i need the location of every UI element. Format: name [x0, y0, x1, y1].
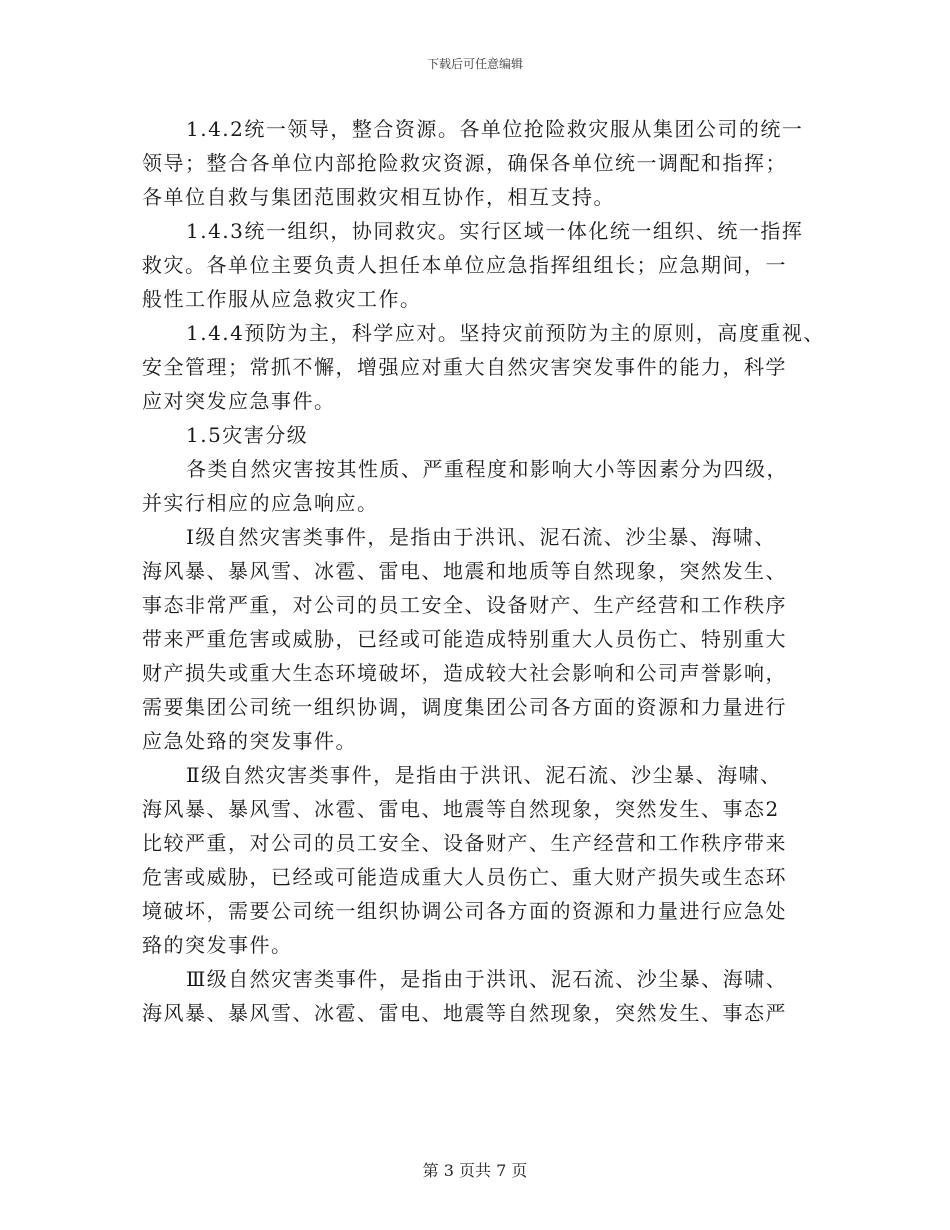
text-line: 并实行相应的应急响应。 — [142, 491, 379, 515]
text-line: 各单位自救与集团范围救灾相互协作，相互支持。 — [142, 185, 615, 209]
text-line: 1.4.3统一组织，协同救灾。实行区域一体化统一组织、统一指挥 — [186, 219, 804, 243]
text-line: 般性工作服从应急救灾工作。 — [142, 287, 422, 311]
text-line: Ⅱ级自然灾害类事件，是指由于洪讯、泥石流、沙尘暴、海啸、 — [186, 763, 782, 787]
text-line: 救灾。各单位主要负责人担任本单位应急指挥组组长；应急期间，一 — [142, 253, 787, 277]
text-line: 1.5灾害分级 — [186, 423, 309, 447]
text-line: 比较严重，对公司的员工安全、设备财产、生产经营和工作秩序带来 — [142, 831, 787, 855]
text-line: 海风暴、暴风雪、冰雹、雷电、地震和地质等自然现象，突然发生、 — [142, 559, 787, 583]
page-footer: 第 3 页共 7 页 — [422, 1161, 528, 1180]
document-body — [142, 112, 825, 1030]
text-line: 1.4.4预防为主，科学应对。坚持灾前预防为主的原则，高度重视、 — [186, 321, 825, 345]
text-line: 臵的突发事件。 — [142, 933, 293, 957]
text-line: 1.4.2统一领导，整合资源。各单位抢险救灾服从集团公司的统一 — [186, 117, 804, 141]
text-line: 海风暴、暴风雪、冰雹、雷电、地震等自然现象，突然发生、事态2 — [142, 797, 780, 821]
text-line: 需要集团公司统一组织协调，调度集团公司各方面的资源和力量进行 — [142, 695, 787, 719]
text-line: 财产损失或重大生态环境破坏，造成较大社会影响和公司声誉影响， — [142, 661, 787, 685]
text-line: 安全管理；常抓不懈，增强应对重大自然灾害突发事件的能力，科学 — [142, 355, 787, 379]
text-line: 应对突发应急事件。 — [142, 389, 336, 413]
text-line: 海风暴、暴风雪、冰雹、雷电、地震等自然现象，突然发生、事态严 — [142, 1001, 787, 1025]
text-line: 危害或威胁，已经或可能造成重大人员伤亡、重大财产损失或生态环 — [142, 865, 787, 889]
text-line: 带来严重危害或威胁，已经或可能造成特别重大人员伤亡、特别重大 — [142, 627, 787, 651]
text-line: 领导；整合各单位内部抢险救灾资源，确保各单位统一调配和指挥； — [142, 151, 787, 175]
text-line: 应急处臵的突发事件。 — [142, 729, 357, 753]
text-line: 各类自然灾害按其性质、严重程度和影响大小等因素分为四级， — [186, 457, 788, 481]
text-line: 境破坏，需要公司统一组织协调公司各方面的资源和力量进行应急处 — [142, 899, 787, 923]
page-header: 下载后可任意编辑 — [426, 57, 523, 71]
text-line: Ⅲ级自然灾害类事件，是指由于洪讯、泥石流、沙尘暴、海啸、 — [186, 967, 788, 991]
text-line: 事态非常严重，对公司的员工安全、设备财产、生产经营和工作秩序 — [142, 593, 787, 617]
text-line: Ⅰ级自然灾害类事件，是指由于洪讯、泥石流、沙尘暴、海啸、 — [186, 525, 776, 549]
